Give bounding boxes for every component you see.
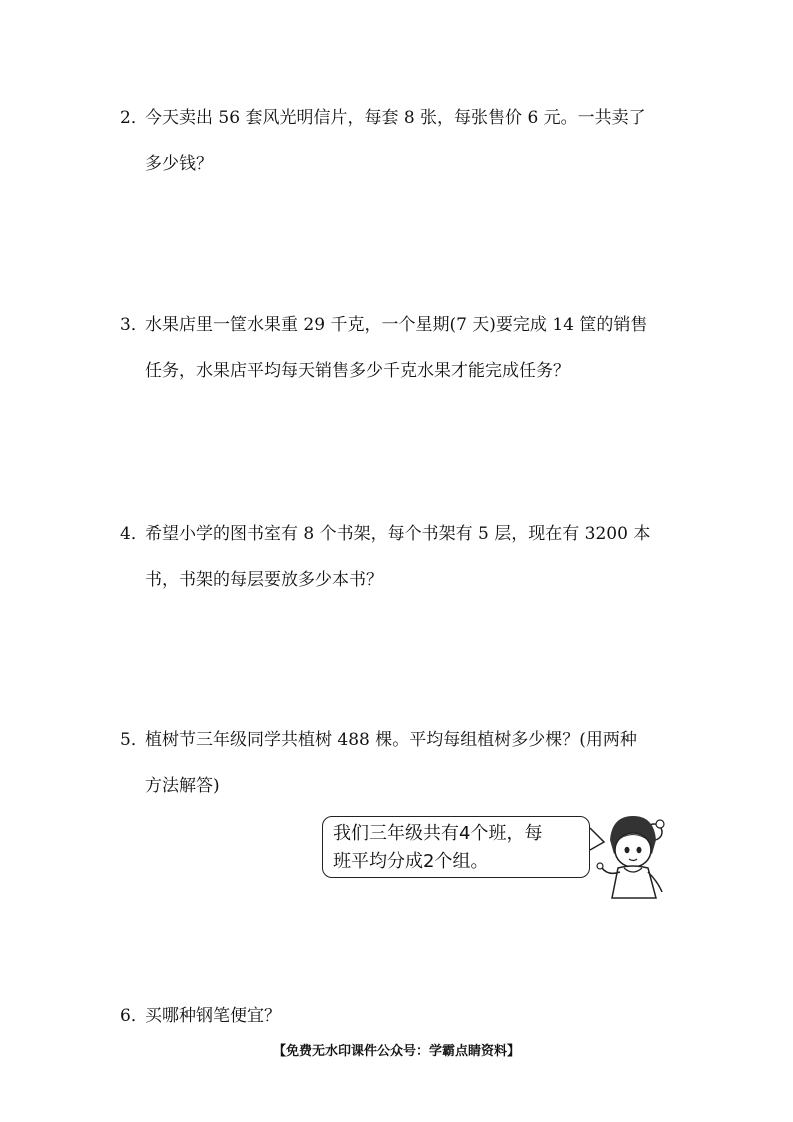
speech-bubble <box>322 816 590 878</box>
question-text-line2: 书，书架的每层要放多少本书？ <box>145 570 383 590</box>
girl-illustration <box>578 806 673 901</box>
question-number: 5． <box>120 730 148 750</box>
question-text-line1: 植树节三年级同学共植树 488 棵。平均每组植树多少棵？(用两种 <box>145 730 637 750</box>
speech-bubble-line2: 班平均分成2个组。 <box>333 851 489 872</box>
question-2 <box>120 95 680 187</box>
question-6 <box>120 993 680 1039</box>
question-number: 2． <box>120 108 148 128</box>
question-text-line2: 多少钱？ <box>145 154 213 174</box>
question-3 <box>120 302 680 394</box>
question-number: 4． <box>120 524 148 544</box>
question-text-line1: 今天卖出 56 套风光明信片，每套 8 张，每张售价 6 元。一共卖了 <box>145 108 646 128</box>
question-5 <box>120 717 680 809</box>
question-text-line1: 买哪种钢笔便宜？ <box>145 1006 281 1026</box>
question-text-line1: 水果店里一筐水果重 29 千克，一个星期(7 天)要完成 14 筐的销售 <box>145 315 648 335</box>
question-number: 6． <box>120 1006 148 1026</box>
question-text-line1: 希望小学的图书室有 8 个书架，每个书架有 5 层，现在有 3200 本 <box>145 524 651 544</box>
question-text-line2: 任务，水果店平均每天销售多少千克水果才能完成任务？ <box>145 361 570 381</box>
question-number: 3． <box>120 315 148 335</box>
footer-watermark: 【免费无水印课件公众号：学霸点睛资料】 <box>272 1044 520 1059</box>
question-text-line2: 方法解答) <box>145 776 220 796</box>
question-4 <box>120 511 680 603</box>
speech-bubble-line1: 我们三年级共有4个班，每 <box>333 823 543 844</box>
